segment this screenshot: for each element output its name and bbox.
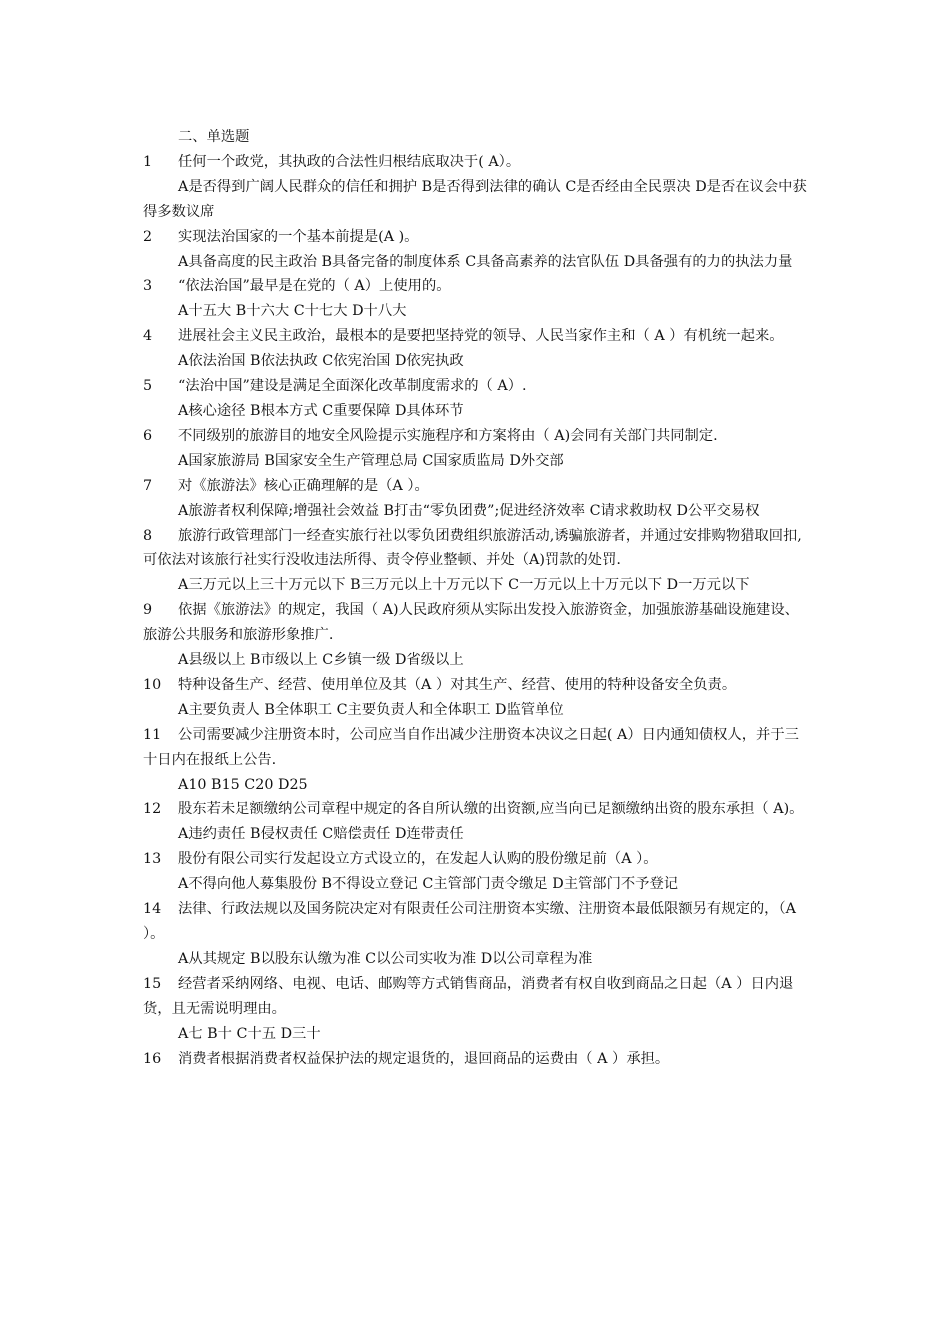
question-number: 4 xyxy=(143,328,153,345)
questions xyxy=(143,150,808,1072)
question-options: A县级以上 B市级以上 C乡镇一级 D省级以上 xyxy=(178,652,464,669)
question-options: A核心途径 B根本方式 C重要保障 D具体环节 xyxy=(178,402,464,419)
question-text: 股份有限公司实行发起设立方式设立的，在发起人认购的股份缴足前（A ）。 xyxy=(178,851,658,868)
question-options: A十五大 B十六大 C十七大 D十八大 xyxy=(178,303,407,320)
question-text: 实现法治国家的一个基本前提是(A )。 xyxy=(178,228,419,245)
question-options: A具备高度的民主政治 B具备完备的制度体系 C具备高素养的法官队伍 D具备强有的力的执法力量 xyxy=(178,253,793,270)
question-text: “法治中国”建设是满足全面深化改革制度需求的（ A）. xyxy=(178,378,527,395)
question-options: A违约责任 B侵权责任 C赔偿责任 D连带责任 xyxy=(178,826,464,843)
question-text: 任何一个政党，其执政的合法性归根结底取决于( A）。 xyxy=(178,153,521,170)
question-options: A从其规定 B以股东认缴为准 C以公司实收为准 D以公司章程为准 xyxy=(178,950,593,967)
question-number: 3 xyxy=(143,278,153,295)
question-number: 13 xyxy=(143,851,162,868)
question-7 xyxy=(143,474,808,499)
section-title: 二、单选题 xyxy=(178,129,250,145)
question-1 xyxy=(143,150,808,175)
question-number: 2 xyxy=(143,228,153,245)
question-number: 1 xyxy=(143,153,153,170)
question-number: 14 xyxy=(143,901,162,918)
question-number: 5 xyxy=(143,378,153,395)
question-text: 进展社会主义民主政治，最根本的是要把坚持党的领导、人民当家作主和（ A ）有机统一起来。 xyxy=(178,328,784,345)
question-number: 9 xyxy=(143,602,153,619)
question-text: 不同级别的旅游目的地安全风险提示实施程序和方案将由（ A)会同有关部门共同制定. xyxy=(178,427,718,444)
question-text: “依法治国”最早是在党的（ A）上使用的。 xyxy=(178,278,451,295)
question-number: 11 xyxy=(143,726,162,743)
question-9 xyxy=(143,598,808,648)
question-6 xyxy=(143,424,808,449)
question-11 xyxy=(143,723,808,773)
question-5 xyxy=(143,374,808,399)
question-number: 16 xyxy=(143,1050,162,1067)
question-options: A依法治国 B依法执政 C依宪治国 D依宪执政 xyxy=(178,353,464,370)
question-options: A主要负责人 B全体职工 C主要负责人和全体职工 D监管单位 xyxy=(178,701,564,718)
question-options: A国家旅游局 B国家安全生产管理总局 C国家质监局 D外交部 xyxy=(178,452,564,469)
question-number: 6 xyxy=(143,427,153,444)
question-text: 法律、行政法规以及国务院决定对有限责任公司注册资本实缴、注册资本最低限额另有规定的，（A ）。 xyxy=(143,901,796,942)
question-text: 经营者采纳网络、电视、电话、邮购等方式销售商品，消费者有权自收到商品之日起（A ）日内退货，且无需说明理由。 xyxy=(143,975,794,1017)
question-16 xyxy=(143,1047,808,1072)
question-text: 对《旅游法》核心正确理解的是（A ）。 xyxy=(178,477,429,494)
question-text: 消费者根据消费者权益保护法的规定退货的，退回商品的运费由（ A ）承担。 xyxy=(178,1050,670,1067)
question-options: A三万元以上三十万元以下 B三万元以上十万元以下 C一万元以上十万元以下 D一万元以下 xyxy=(178,577,750,594)
question-text: 依据《旅游法》的规定，我国（ A)人民政府须从实际出发投入旅游资金，加强旅游基础设施建设、旅游公共服务和旅游形象推广. xyxy=(143,602,799,644)
question-options: A七 B十 C十五 D三十 xyxy=(178,1025,321,1042)
question-list xyxy=(143,125,808,1071)
question-12 xyxy=(143,797,808,822)
question-number: 10 xyxy=(143,676,162,693)
question-text: 公司需要减少注册资本时，公司应当自作出减少注册资本决议之日起( A）日内通知债权人，并于三十日内在报纸上公告. xyxy=(143,726,799,768)
question-options: A10 B15 C20 D25 xyxy=(178,776,308,793)
question-number: 8 xyxy=(143,527,153,544)
question-number: 12 xyxy=(143,801,162,818)
question-number: 15 xyxy=(143,975,162,992)
question-4 xyxy=(143,324,808,349)
question-text: 旅游行政管理部门一经查实旅行社以零负团费组织旅游活动,诱骗旅游者，并通过安排购物猎取回扣,可依法对该旅行社实行没收违法所得、责令停业整顿、并处（A)罚款的处罚. xyxy=(143,527,802,569)
question-3 xyxy=(143,274,808,299)
question-15 xyxy=(143,972,808,1022)
question-options: A旅游者权利保障;增强社会效益 B打击“零负团费”;促进经济效率 C请求救助权 D公平交易权 xyxy=(178,502,760,519)
question-options: A是否得到广阔人民群众的信任和拥护 B是否得到法律的确认 C是否经由全民票决 D是否在议会中获得多数议席 xyxy=(143,178,807,220)
question-number: 7 xyxy=(143,477,153,494)
question-10 xyxy=(143,673,808,698)
question-text: 特种设备生产、经营、使用单位及其（A ）对其生产、经营、使用的特种设备安全负责。 xyxy=(178,676,737,693)
question-14 xyxy=(143,897,808,947)
question-options: A不得向他人募集股份 B不得设立登记 C主管部门责令缴足 D主管部门不予登记 xyxy=(178,876,679,893)
question-8 xyxy=(143,524,808,574)
question-2 xyxy=(143,225,808,250)
question-text: 股东若未足额缴纳公司章程中规定的各自所认缴的出资额,应当向已足额缴纳出资的股东承担（ A)。 xyxy=(178,801,804,818)
question-13 xyxy=(143,847,808,872)
